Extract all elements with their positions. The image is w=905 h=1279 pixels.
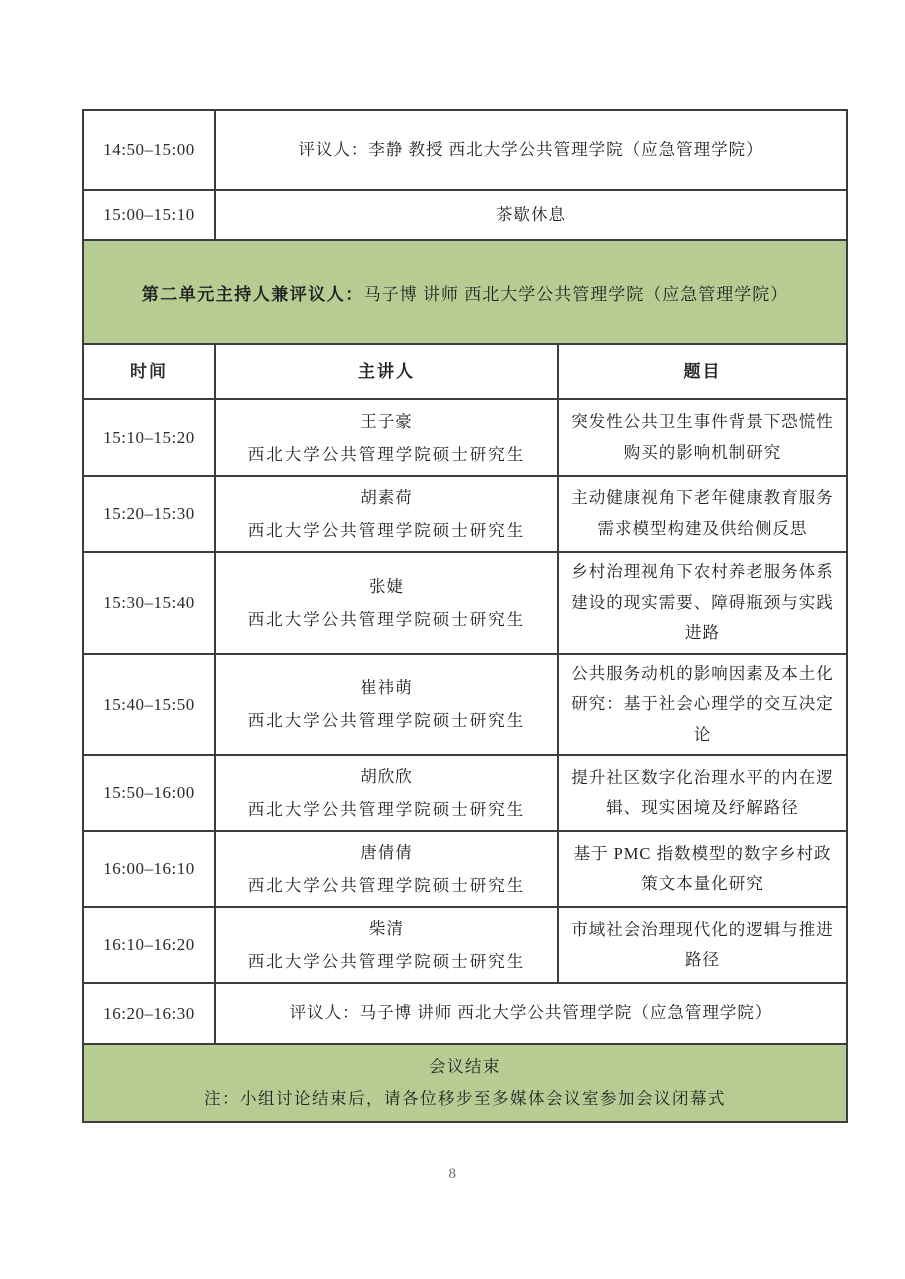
title-cell: 突发性公共卫生事件背景下恐慌性购买的影响机制研究 — [557, 400, 846, 475]
time-cell: 16:10–16:20 — [103, 935, 195, 955]
speaker-affiliation: 西北大学公共管理学院硕士研究生 — [247, 876, 526, 896]
title-cell: 提升社区数字化治理水平的内在逻辑、现实困境及纾解路径 — [557, 756, 846, 830]
table-row — [84, 189, 846, 239]
speaker-affiliation: 西北大学公共管理学院硕士研究生 — [247, 952, 526, 972]
speaker-name: 唐倩倩 — [360, 843, 413, 863]
reviewer-cell: 评议人：李静 教授 西北大学公共管理学院（应急管理学院） — [214, 111, 846, 189]
closing-banner-title: 会议结束 — [429, 1057, 501, 1077]
title-cell: 基于 PMC 指数模型的数字乡村政策文本量化研究 — [557, 832, 846, 906]
header-title: 题目 — [557, 345, 846, 398]
table-row — [84, 754, 846, 830]
speaker-affiliation: 西北大学公共管理学院硕士研究生 — [247, 800, 526, 820]
time-cell: 15:40–15:50 — [103, 694, 195, 714]
time-cell: 15:20–15:30 — [103, 504, 195, 524]
table-row — [84, 398, 846, 475]
speaker-affiliation: 西北大学公共管理学院硕士研究生 — [247, 444, 526, 464]
table-header-row — [84, 343, 846, 398]
session-banner-label: 第二单元主持人兼评议人： — [141, 284, 364, 304]
speaker-cell — [214, 477, 557, 551]
conference-schedule-table — [82, 109, 848, 1123]
table-row — [84, 111, 846, 189]
title-cell: 主动健康视角下老年健康教育服务需求模型构建及供给侧反思 — [557, 477, 846, 551]
tea-break-cell: 茶歇休息 — [214, 191, 846, 239]
page-number: 8 — [448, 1166, 457, 1182]
speaker-cell — [214, 756, 557, 830]
session-banner-text — [142, 280, 789, 305]
time-cell: 15:30–15:40 — [103, 593, 195, 613]
time-cell: 16:20–16:30 — [103, 1003, 195, 1023]
table-row — [84, 830, 846, 906]
speaker-affiliation: 西北大学公共管理学院硕士研究生 — [247, 711, 526, 731]
title-cell: 公共服务动机的影响因素及本土化研究：基于社会心理学的交互决定论 — [557, 655, 846, 755]
speaker-affiliation: 西北大学公共管理学院硕士研究生 — [247, 609, 526, 629]
table-row — [84, 982, 846, 1043]
speaker-name: 胡欣欣 — [360, 767, 413, 787]
reviewer-cell: 评议人：马子博 讲师 西北大学公共管理学院（应急管理学院） — [214, 984, 846, 1043]
time-cell: 16:00–16:10 — [103, 859, 195, 879]
time-cell: 15:10–15:20 — [103, 427, 195, 447]
closing-banner-note: 注：小组讨论结束后，请各位移步至多媒体会议室参加会议闭幕式 — [204, 1089, 726, 1109]
title-cell: 乡村治理视角下农村养老服务体系建设的现实需要、障碍瓶颈与实践进路 — [557, 553, 846, 653]
speaker-name: 柴清 — [369, 919, 404, 939]
header-time: 时间 — [130, 361, 168, 381]
time-cell: 15:50–16:00 — [103, 783, 195, 803]
speaker-name: 崔祎萌 — [360, 678, 413, 698]
title-cell: 市域社会治理现代化的逻辑与推进路径 — [557, 908, 846, 982]
time-cell: 15:00–15:10 — [103, 205, 195, 225]
speaker-name: 胡素荷 — [360, 488, 413, 507]
table-row — [84, 551, 846, 653]
time-cell: 14:50–15:00 — [103, 140, 195, 160]
session-banner-value: 马子博 讲师 西北大学公共管理学院（应急管理学院） — [363, 284, 789, 304]
speaker-cell — [214, 553, 557, 653]
table-row — [84, 906, 846, 982]
speaker-affiliation: 西北大学公共管理学院硕士研究生 — [247, 521, 526, 540]
speaker-cell — [214, 832, 557, 906]
closing-banner — [84, 1043, 846, 1121]
session-banner — [84, 239, 846, 343]
speaker-cell — [214, 908, 557, 982]
speaker-name: 张婕 — [369, 576, 404, 596]
speaker-name: 王子豪 — [360, 411, 413, 431]
header-speaker: 主讲人 — [214, 345, 557, 398]
speaker-cell — [214, 400, 557, 475]
speaker-cell — [214, 655, 557, 755]
table-row — [84, 653, 846, 755]
table-row — [84, 475, 846, 551]
